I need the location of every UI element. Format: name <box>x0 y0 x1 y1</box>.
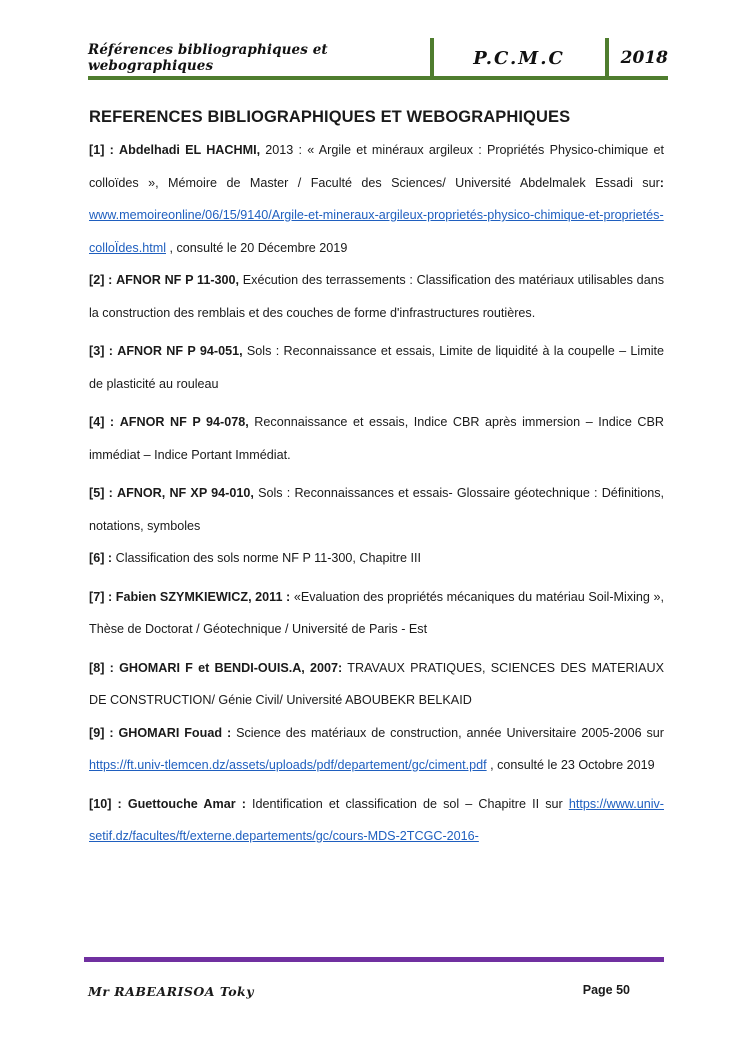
ref-label: [3] : <box>89 344 113 358</box>
ref-after: , consulté le 20 Décembre 2019 <box>166 240 348 255</box>
ref-text: Exécution des terrassements : Classification des matériaux utilisables dans la construction des remblais et des couches de forme d'infrastructures routières. <box>89 273 664 320</box>
ref-text: Sols : Reconnaissances et essais- Glossaire géotechnique : Définitions, notations, symboles <box>89 486 665 533</box>
ref-label: [6] : <box>89 551 113 565</box>
footer-rule <box>84 957 664 962</box>
ref-text: «Evaluation des propriétés mécaniques du matériau Soil-Mixing », Thèse de Doctorat / Géotechnique / Université de Paris - Est <box>89 589 664 636</box>
ref-label: [1] : <box>89 143 114 157</box>
ref-label: [2] : <box>89 273 113 287</box>
ref-label: [9] : <box>89 725 114 740</box>
ref-author: AFNOR NF P 94-078, <box>119 415 249 429</box>
reference-2 <box>89 264 664 329</box>
ref-text: TRAVAUX PRATIQUES, SCIENCES DES MATERIAUX DE CONSTRUCTION/ Génie Civil/ Université ABOUBEKR BELKAID <box>89 660 664 707</box>
header-divider <box>605 38 609 76</box>
page-header <box>88 34 668 80</box>
header-rule <box>88 76 668 80</box>
ref-text: Reconnaissance et essais, Indice CBR après immersion – Indice CBR immédiat – Indice Portant Immédiat. <box>89 415 664 462</box>
ref-label: [5] : <box>89 486 113 500</box>
ref-author: AFNOR NF P 11-300, <box>116 273 240 287</box>
ref-label: [7] : <box>89 589 113 604</box>
ref-author: GHOMARI Fouad : <box>118 725 232 740</box>
ref-author: Guettouche Amar : <box>127 796 246 811</box>
ref-text: 2013 : « Argile et minéraux argileux : Propriétés Physico-chimique et colloïdes », Mémoire de Master / Faculté des Sciences/ Université Abdelmalek Essadi sur <box>89 143 664 190</box>
reference-3 <box>89 335 664 400</box>
references-section <box>89 108 664 853</box>
reference-10 <box>89 788 664 853</box>
ref-author: Fabien SZYMKIEWICZ, 2011 : <box>115 589 291 604</box>
header-year: 2018 <box>620 48 668 68</box>
section-title: REFERENCES BIBLIOGRAPHIQUES ET WEBOGRAPHIQUES <box>89 108 571 126</box>
ref-link[interactable]: https://www.univ-setif.dz/facultes/ft/externe.departements/gc/cours-MDS-2TCGC-2016- <box>89 796 664 843</box>
ref-link[interactable]: www.memoireonline/06/15/9140/Argile-et-mineraux-argileux-proprietés-physico-chimique-et-proprietés-colloÏdes.html <box>89 208 664 255</box>
ref-author: AFNOR NF P 94-051, <box>117 344 243 358</box>
ref-after: , consulté le 23 Octobre 2019 <box>486 758 655 772</box>
ref-colon: : <box>659 175 664 190</box>
ref-author: GHOMARI F et BENDI-OUIS.A, 2007: <box>119 660 343 675</box>
ref-text: Science des matériaux de construction, année Universitaire 2005-2006 sur <box>231 725 664 740</box>
reference-5 <box>89 477 664 542</box>
footer-author: Mr RABEARISOA Toky <box>88 984 254 999</box>
reference-8 <box>89 652 664 717</box>
reference-1 <box>89 134 664 264</box>
ref-author: AFNOR, NF XP 94-010, <box>116 486 254 500</box>
ref-link[interactable]: https://ft.univ-tlemcen.dz/assets/uploads/pdf/departement/gc/ciment.pdf <box>89 758 487 772</box>
page-number: Page 50 <box>582 983 630 997</box>
ref-label: [10] : <box>89 796 122 811</box>
ref-text: Classification des sols norme NF P 11-300, Chapitre III <box>112 551 422 565</box>
reference-4 <box>89 406 664 471</box>
ref-text: Sols : Reconnaissance et essais, Limite de liquidité à la coupelle – Limite de plasticité au rouleau <box>89 344 665 391</box>
reference-7 <box>89 581 664 646</box>
header-abbrev: P.C.M.C <box>473 47 565 69</box>
ref-text: Identification et classification de sol – Chapitre II sur <box>245 796 569 811</box>
reference-9 <box>89 717 664 782</box>
ref-author: Abdelhadi EL HACHMI, <box>119 143 261 157</box>
header-title: Références bibliographiques et webographiques <box>88 42 328 74</box>
reference-6 <box>89 542 664 575</box>
ref-label: [8] : <box>89 660 114 675</box>
ref-label: [4] : <box>89 415 115 429</box>
